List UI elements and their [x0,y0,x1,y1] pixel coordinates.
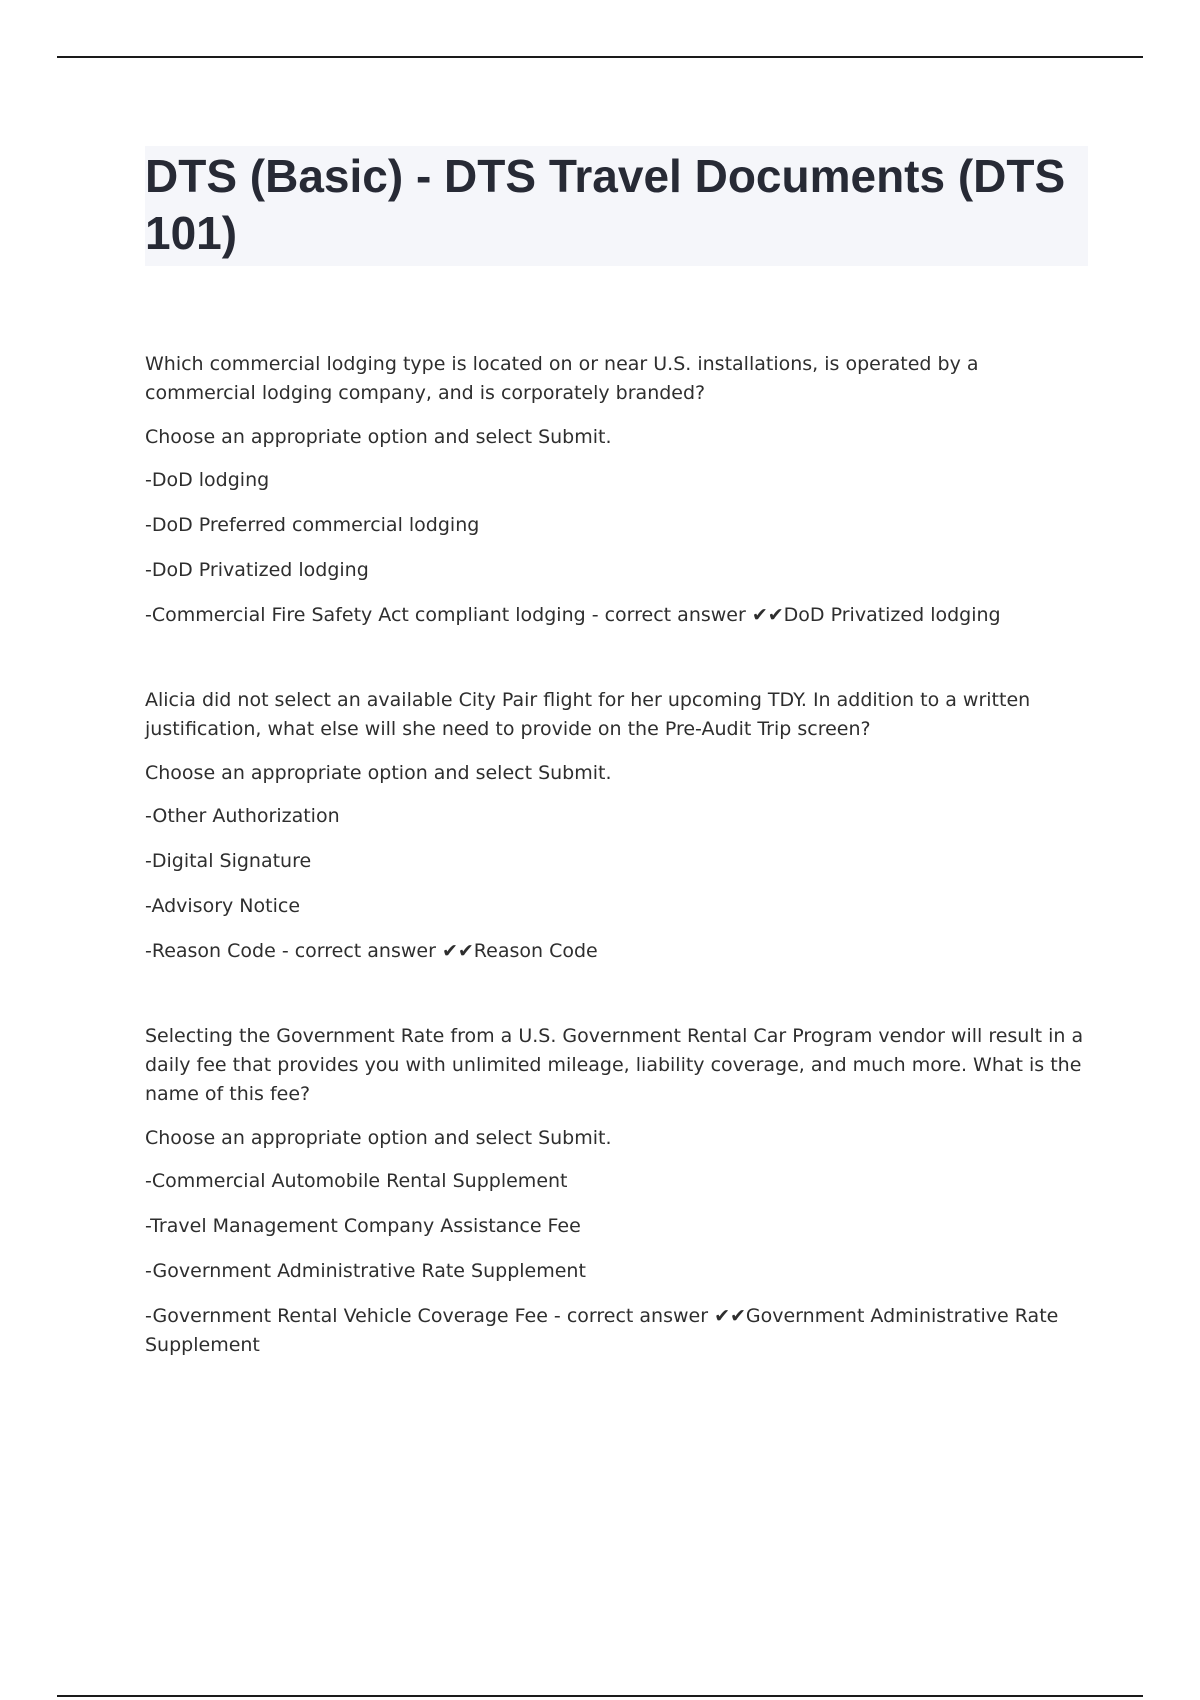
answer-option: -DoD Preferred commercial lodging [145,514,480,536]
question-block-2 [145,686,1088,966]
answer-option: -Commercial Automobile Rental Supplement [145,1170,568,1192]
answer-option: -Digital Signature [145,850,312,872]
document-body [145,146,1088,1416]
document-title: DTS (Basic) - DTS Travel Documents (DTS 101) [145,150,1066,259]
question-text: Which commercial lodging type is located on or near U.S. installations, is operated by a commercial lodging company, and is corporately branded? [145,353,979,404]
question-instruction: Choose an appropriate option and select Submit. [145,426,612,448]
answer-option: -Government Administrative Rate Supplement [145,1260,586,1282]
title-block [145,146,1088,266]
answer-option: -DoD lodging [145,469,270,491]
answer-option-with-correct-answer: -Government Rental Vehicle Coverage Fee - correct answer ✔✔Government Administrative Rate Supplement [145,1305,1059,1356]
question-instruction: Choose an appropriate option and select Submit. [145,762,612,784]
answer-option-with-correct-answer: -Reason Code - correct answer ✔✔Reason Code [145,940,598,962]
answer-option: -Other Authorization [145,805,340,827]
question-block-1 [145,350,1088,630]
answer-option: -DoD Privatized lodging [145,559,369,581]
answer-option: -Advisory Notice [145,895,301,917]
question-text: Alicia did not select an available City Pair flight for her upcoming TDY. In addition to a written justification, what else will she need to provide on the Pre-Audit Trip screen? [145,689,1031,740]
question-text: Selecting the Government Rate from a U.S. Government Rental Car Program vendor will result in a daily fee that provides you with unlimited mileage, liability coverage, and much more. What is the name of this fee? [145,1025,1084,1105]
top-divider [57,56,1143,58]
answer-option: -Travel Management Company Assistance Fee [145,1215,581,1237]
bottom-divider [57,1695,1143,1697]
question-instruction: Choose an appropriate option and select Submit. [145,1127,612,1149]
question-list [145,350,1088,1360]
question-block-3 [145,1022,1088,1360]
answer-option-with-correct-answer: -Commercial Fire Safety Act compliant lodging - correct answer ✔✔DoD Privatized lodging [145,604,1001,626]
